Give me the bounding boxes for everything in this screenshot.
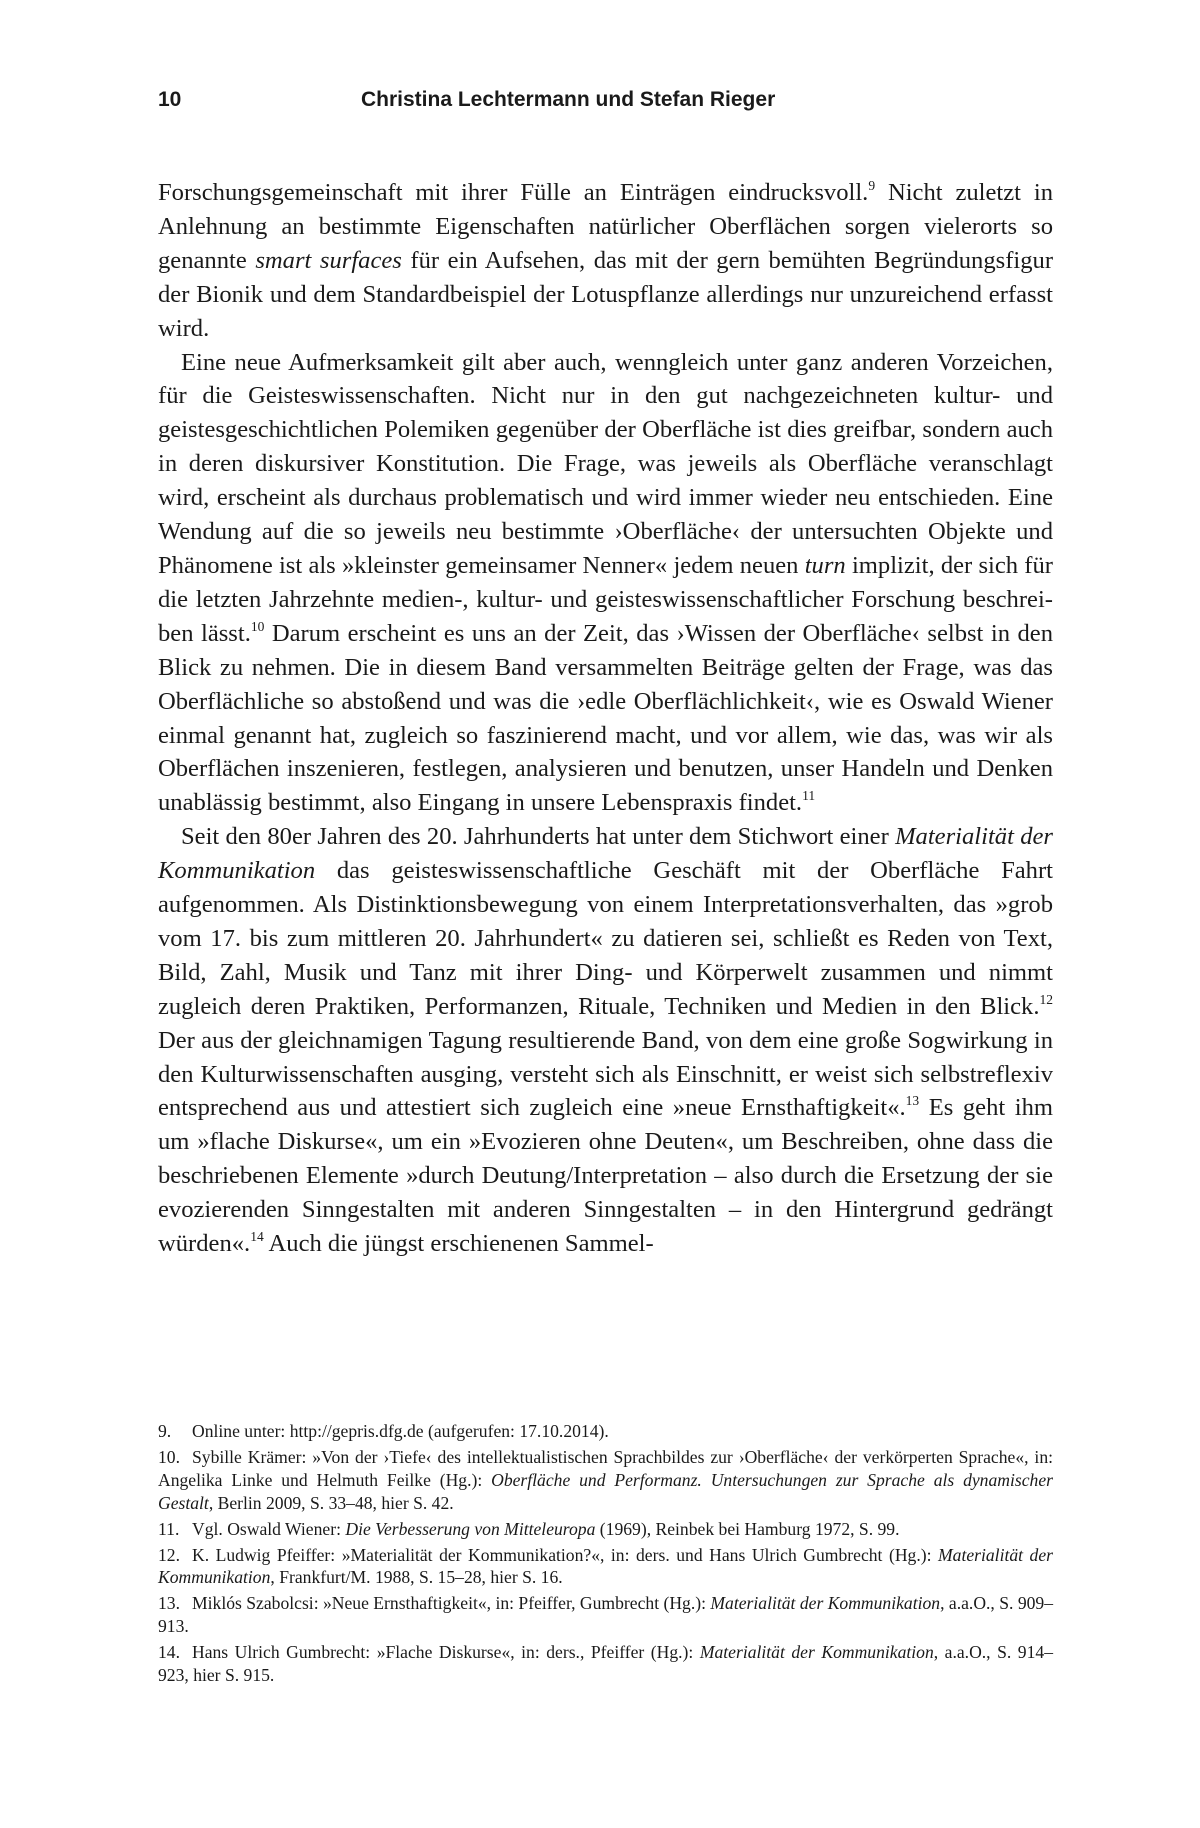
footnote-10 [158,1446,1053,1515]
footnote-title: Materialität der Kommunikation [699,1642,934,1663]
footnote-12 [158,1544,1053,1590]
footnote-9 [158,1420,1053,1443]
main-text [158,176,1053,1261]
footnote-title: Oberfläche und Performanz. Untersuchungen zur Sprache als dynamischer Gestalt [158,1469,1053,1513]
text-run: das geisteswissenschaftliche Geschäft mit der Oberfläche Fahrt aufgenommen. Als Distinktionsbewegung von einem Interpretationsverhalten, das »grob vom 17. bis zum mittleren 20. Jahrhundert« zu datieren sei, schließt es Reden von Text, Bild, Zahl, Musik und Tanz mit ihrer Ding- und Körperwelt zusammen und nimmt zugleich deren Praktiken, Performanzen, Rituale, Techniken und Medien in den Blick. [158,857,1053,1020]
footnote-11 [158,1518,1053,1541]
footnote-text: , a.a.O., S. 914–923, hier S. 915. [158,1642,1053,1686]
footnote-ref-10[interactable]: 10 [250,618,265,634]
footnote-text: Online unter: http://gepris.dfg.de (aufgerufen: 17.10.2014). [192,1421,609,1441]
text-run: Eine neue Aufmerksamkeit gilt aber auch, wenngleich unter ganz anderen Vorzeichen, für die Geisteswissenschaften. Nicht nur in den gut nachgezeichneten kultur- und geistesgeschichtlichen Polemiken gegenüber der Oberfläche ist dies greifbar, sondern auch in deren diskursiver Konstitution. Die Frage, was jeweils als Oberfläche veranschlagt wird, erscheint als durchaus problematisch und wird immer wieder neu entschieden. Eine Wendung auf die so jeweils neu bestimmte ›Oberfläche‹ der untersuchten Objekte und Phänomene ist als »kleinster gemeinsamer Nenner« jedem neuen [158,348,1053,579]
text-run: Der aus der gleichnamigen Tagung resultierende Band, von dem eine große Sogwirkung in den Kulturwissenschaften ausging, versteht sich als Einschnitt, er weist sich selbstreflexiv entsprechend aus und attestiert sich zugleich eine »neue Ernsthaftigkeit«. [158,1026,1053,1122]
footnote-ref-9[interactable]: 9 [868,177,876,193]
footnote-text: , Frankfurt/M. 1988, S. 15–28, hier S. 16. [270,1567,563,1588]
header-authors: Christina Lechtermann und Stefan Rieger [361,88,776,111]
paragraph-3 [158,820,1053,1261]
emphasis: Materialität der Kommunikation [158,823,1053,885]
text-run: Seit den 80er Jahren des 20. Jahrhunderts hat unter dem Stichwort einer [181,823,896,851]
footnote-number: 11. [158,1518,180,1539]
footnote-text: Miklós Szabolcsi: »Neue Ernsthaftigkeit«, in: Pfeiffer, Gumbrecht (Hg.): [192,1593,711,1614]
footnote-14 [158,1641,1053,1687]
footnote-text: (1969), Reinbek bei Hamburg 1972, S. 99. [595,1518,900,1539]
text-run: Nicht zuletzt in Anlehnung an bestimmte Eigenschaften natürlicher Oberflächen sorgen vielerorts so genannte [158,179,1053,274]
footnote-number: 14. [158,1642,180,1663]
footnote-text: , a.a.O., S. 909–913. [158,1593,1054,1637]
footnote-text: Hans Ulrich Gumbrecht: »Flache Diskurse«, in: ders., Pfeiffer (Hg.): [192,1642,700,1663]
text-run: Forschungsgemeinschaft mit ihrer Fülle an Einträgen eindrucksvoll. [158,179,869,206]
footnote-number: 10. [158,1446,180,1467]
footnote-title: Materialität der Kommunikation [710,1593,941,1614]
footnote-text: Vgl. Oswald Wiener: [192,1518,346,1539]
text-run: für ein Aufsehen, das mit der gern bemühten Begründungsfigur der Bionik und dem Standardbeispiel der Lotuspflanze allerdings nur unzureichend erfasst wird. [158,246,1054,342]
footnote-title: Materialität der Kommunikation [158,1544,1054,1588]
footnote-13 [158,1592,1053,1638]
text-run: Es geht ihm um »flache Diskurse«, um ein »Evozieren ohne Deuten«, um Beschreiben, ohne dass die beschriebenen Elemente »durch Deutung/Interpretation – also durch die Ersetzung der sie evozierenden Sinngestalten mit anderen Sinngestalten – in den Hintergrund gedrängt würden«. [158,1094,1053,1258]
footnote-text: , Berlin 2009, S. 33–48, hier S. 42. [208,1492,454,1513]
footnote-ref-14[interactable]: 14 [250,1228,264,1244]
text-run: implizit, der sich für die letzten Jahrzehnte medien-, kultur- und geisteswissenschaftlicher Forschung beschreiben lässt. [158,551,1053,647]
paragraph-1 [158,176,1053,346]
footnote-ref-13[interactable]: 13 [905,1093,920,1109]
footnote-ref-11[interactable]: 11 [802,788,816,804]
running-head [158,88,1053,120]
footnote-text: Sybille Krämer: »Von der ›Tiefe‹ des intellektualistischen Sprachbildes zur ›Oberfläche‹ der verkörperten Sprache«, in: Angelika Linke und Helmuth Feilke (Hg.): [158,1446,1053,1490]
footnote-number: 9. [158,1421,172,1441]
text-run: Auch die jüngst erschienenen Sammel- [263,1230,654,1258]
emphasis: turn [804,551,846,579]
paragraph-2 [158,346,1053,821]
footnote-ref-12[interactable]: 12 [1039,991,1053,1007]
footnote-title: Die Verbesserung von Mitteleuropa [345,1518,596,1539]
footnote-number: 13. [158,1593,180,1614]
emphasis: smart surfaces [255,246,402,274]
page-number: 10 [158,88,182,111]
footnote-text: K. Ludwig Pfeiffer: »Materialität der Kommunikation?«, in: ders. und Hans Ulrich Gumbrecht (Hg.): [192,1544,938,1565]
footnotes [158,1420,1053,1690]
text-run: Darum erscheint es uns an der Zeit, das ›Wissen der Oberfläche‹ selbst in den Blick zu nehmen. Die in diesem Band versammelten Beiträge gelten der Frage, was das Oberflächliche so abstoßend und was die ›edle Oberflächlichkeit‹, wie es Oswald Wiener einmal genannt hat, zugleich so faszinierend macht, und vor allem, wie das, was wir als Oberflächen inszenieren, festlegen, analysieren und benutzen, unser Handeln und Denken unablässig bestimmt, also Eingang in unsere Lebenspraxis findet. [158,619,1053,817]
footnote-number: 12. [158,1544,180,1565]
